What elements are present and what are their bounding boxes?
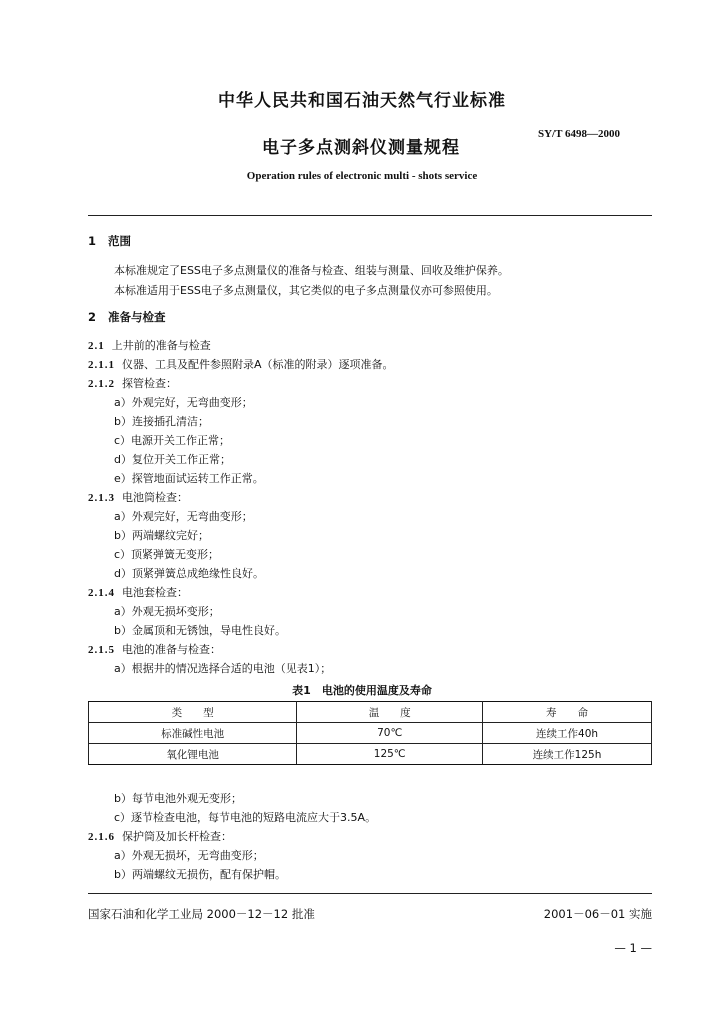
list-item: c）电源开关工作正常；	[114, 434, 231, 447]
clause-number: 2.1.5	[88, 644, 115, 656]
clause-text: 电池套检查：	[122, 586, 188, 599]
clause-2-1-5	[88, 641, 221, 657]
list-item: e）探管地面试运转工作正常。	[114, 472, 264, 485]
clause-text: 保护筒及加长杆检查：	[122, 830, 232, 843]
section-title: 范围	[108, 234, 132, 248]
clause-number: 2.1.6	[88, 831, 115, 843]
document-english-title: Operation rules of electronic multi - shots service	[246, 170, 478, 182]
clause-number: 2.1	[88, 340, 105, 352]
clause-number: 2.1.3	[88, 492, 115, 504]
clause-2-1	[88, 337, 211, 353]
table-cell: 标准碱性电池	[89, 723, 297, 744]
clause-2-1-6	[88, 828, 232, 844]
battery-table	[88, 701, 652, 765]
list-item: b）两端螺纹无损伤，配有保护帽。	[114, 868, 286, 881]
document-title: 电子多点测斜仪测量规程	[262, 138, 460, 158]
table-cell: 氧化锂电池	[89, 744, 297, 765]
table-cell: 连续工作125h	[483, 744, 652, 765]
list-item: c）顶紧弹簧无变形；	[114, 548, 220, 561]
approval-note: 国家石油和化学工业局 2000－12－12 批准	[88, 907, 315, 921]
list-item: a）外观无损坏变形；	[114, 605, 220, 618]
clause-number: 2.1.2	[88, 378, 115, 390]
clause-2-1-4	[88, 584, 188, 600]
list-item: d）顶紧弹簧总成绝缘性良好。	[114, 567, 264, 580]
clause-2-1-3	[88, 489, 188, 505]
section-1-heading	[88, 233, 131, 249]
list-item: a）根据井的情况选择合适的电池（见表1）；	[114, 662, 332, 675]
header-divider	[88, 215, 652, 216]
table-cell: 70℃	[297, 723, 483, 744]
standard-number: SY/T 6498—2000	[538, 128, 621, 140]
list-item: b）两端螺纹完好；	[114, 529, 209, 542]
list-item: b）连接插孔清洁；	[114, 415, 209, 428]
clause-text: 电池的准备与检查：	[122, 643, 221, 656]
clause-2-1-2	[88, 375, 177, 391]
footer-divider	[88, 893, 652, 894]
section-number: 2	[88, 310, 97, 324]
implementation-date: 2001－06－01 实施	[543, 907, 652, 921]
section-1-paragraph: 本标准规定了ESS电子多点测量仪的准备与检查、组装与测量、回收及维护保养。	[114, 264, 509, 277]
table-header-cell: 类 型	[89, 702, 297, 723]
list-item: b）每节电池外观无变形；	[114, 792, 242, 805]
table-row	[89, 723, 652, 744]
clause-2-1-1	[88, 356, 394, 372]
clause-text: 探管检查：	[122, 377, 177, 390]
table-caption: 表1 电池的使用温度及寿命	[292, 684, 432, 697]
clause-text: 上井前的准备与检查	[111, 339, 211, 352]
section-2-heading	[88, 309, 166, 325]
section-title: 准备与检查	[108, 310, 166, 324]
list-item: b）金属顶和无锈蚀，导电性良好。	[114, 624, 286, 637]
table-cell: 125℃	[297, 744, 483, 765]
list-item: d）复位开关工作正常；	[114, 453, 231, 466]
table-cell: 连续工作40h	[483, 723, 652, 744]
table-header-cell: 寿 命	[483, 702, 652, 723]
clause-text: 仪器、工具及配件参照附录A（标准的附录）逐项准备。	[122, 358, 394, 371]
list-item: c）逐节检查电池，每节电池的短路电流应大于3.5A。	[114, 811, 377, 824]
list-item: a）外观无损坏，无弯曲变形；	[114, 849, 264, 862]
section-1-paragraph: 本标准适用于ESS电子多点测量仪，其它类似的电子多点测量仪亦可参照使用。	[114, 284, 498, 297]
section-number: 1	[88, 234, 97, 248]
table-header-cell: 温 度	[297, 702, 483, 723]
page-number: — 1 —	[614, 941, 652, 955]
clause-number: 2.1.4	[88, 587, 115, 599]
table-header-row	[89, 702, 652, 723]
standard-title: 中华人民共和国石油天然气行业标准	[218, 91, 506, 111]
list-item: a）外观完好，无弯曲变形；	[114, 510, 253, 523]
clause-number: 2.1.1	[88, 359, 115, 371]
list-item: a）外观完好，无弯曲变形；	[114, 396, 253, 409]
table-row	[89, 744, 652, 765]
clause-text: 电池筒检查：	[122, 491, 188, 504]
